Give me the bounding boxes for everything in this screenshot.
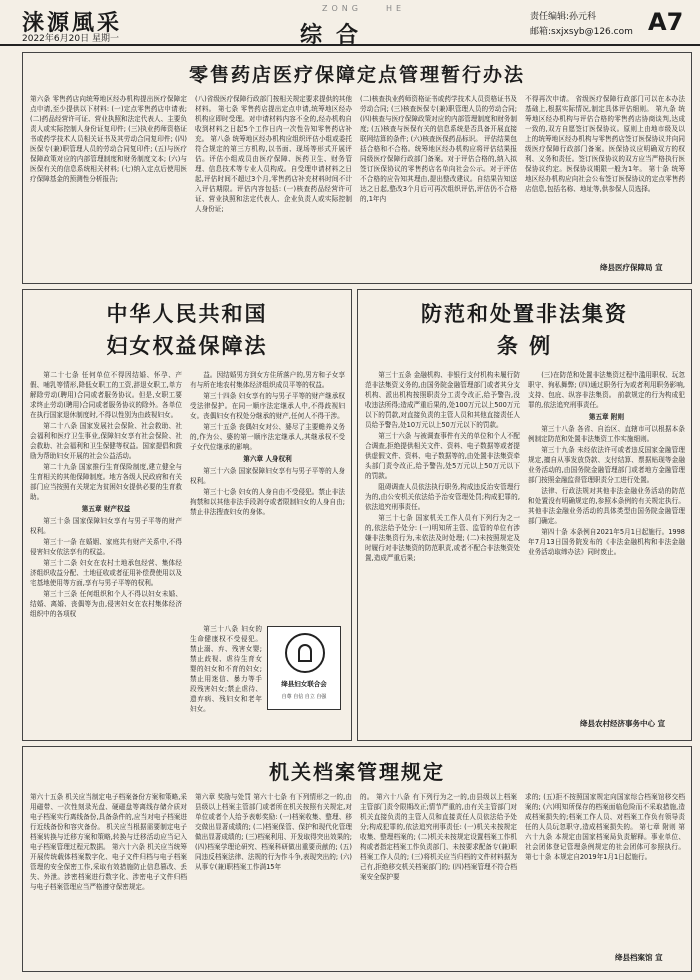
- section-en: ZONG HE: [322, 4, 406, 13]
- article-archives-col-2: 第六章 奖励与处罚 第六十七条 有下列情形之一的,由县级以上档案主管部门或者所在机关按照有关规定,对单位或者个人给予表彰奖励: (一)档案收集、整理、移交做出显著成绩的; (二)档案保管、保护和现代化管理做出显著成绩的; (三)档案利用、开发取得突出效果的; (四)档案学理论研究、档案科研做出重要贡献的; (五)同违反档案法律、法规的行为作斗争,表现突出的; (六)从事专(兼)职档案工作满15年: [195, 793, 352, 871]
- masthead-logo: 涞源風采: [22, 10, 123, 36]
- article-archives-col-4: 求的; (五)拒不按照国家规定向国家综合档案馆移交档案的; (六)明知所保存的档案面临危险而不采取措施,造成档案损失的;档案工作人员、对档案工作负有领导责任的人员玩忽职守,造成档案损失的。 第七章 附则 第六十九条 本规定由国家档案局负责解释。事业单位、社会团体登记管理条例规定的社会团体可参照执行。 第七十条 本规定自2019年1月1日起施行。: [525, 793, 685, 861]
- editor-info: 责任编辑:孙元科 邮箱:sxjxsyb@126.com: [530, 12, 633, 37]
- article-pharmacy-col-2: (八)省级医疗保障行政部门按相关规定要求提供的其他材料。 第七条 零售药店提出定点申请,统筹地区经办机构应即时受理。对申请材料内容不全的,经办机构自收到材料之日起5个工作日内一次性告知零售药店补充。 第八条 统筹地区经办机构应组织评估小组或委托符合规定的第三方机构,以书面、现场等形式开展评估。评估小组成员由医疗保障、医药卫生、财务管理、信息技术等专业人员构成。自受理申请材料之日起,评估时间不超过3个月,零售药店补充材料时间不计入评估期限。评估内容包括: (一)核查药品经营许可证、营业执照和法定代表人、企业负责人或实际控制人身份证;: [195, 95, 352, 213]
- article-illegal-fundraising-col-2: (三)在防范和处置非法集资过程中滥用职权、玩忽职守、徇私舞弊; (四)通过职务行为或者利用职务影响,支持、包庇、纵容非法集资。 前款规定的行为构成犯罪的,依法追究刑事责任。 第五章 附则 第三十八条 各省、自治区、直辖市可以根据本条例制定防范和处置非法集资工作实施细则。 第三十九条 未经依法许可或者违反国家金融管理规定,擅自从事发放贷款、支付结算、票据贴现等金融业务活动的,由国务院金融管理部门或者地方金融管理部门按照金融监督管理职责分工进行处置。 法律、行政法规对其他非法金融业务活动的防范和处置没有明确规定的,参照本条例的有关规定执行。其他非法金融业务活动的具体类型由国务院金融管理部门确定。 第四十条 本条例自2021年5月1日起施行。1998年7月13日国务院发布的《非法金融机构和非法金融业务活动取缔办法》同时废止。: [528, 371, 685, 556]
- women-federation-emblem-icon: [285, 633, 325, 673]
- article-illegal-fundraising-col-1: 第三十五条 金融机构、非银行支付机构未履行防范非法集资义务的,由国务院金融管理部门或者其分支机构、派出机构按照职责分工责令改正,给予警告,没收违法所得;造成严重后果的,处100万元以上500万元以下的罚款,对直接负责的主管人员和其他直接责任人员给予警告,处10万元以上50万元以下的罚款。 第三十六条 与被调查事件有关的单位和个人不配合调查,拒绝提供相关文件、资料、电子数据等或者提供虚假文件、资料、电子数据等的,由处置非法集资牵头部门责令改正,给予警告,处5万元以上50万元以下的罚款。 阻碍调查人员依法执行职务,构成违反治安管理行为的,由公安机关依法给予治安管理处罚;构成犯罪的,依法追究刑事责任。 第三十七条 国家机关工作人员有下列行为之一的,依法给予处分: (一)明知所主管、监管的单位有涉嫌非法集资行为,未依法及时处理; (二)未按照规定及时履行对非法集资的防范职责,或者不配合非法集资处置,造成严重后果;: [365, 371, 520, 562]
- article-archives-col-3: 的。 第六十八条 有下列行为之一的,由县级以上档案主管部门责令限期改正;情节严重的,由有关主管部门对机关直接负责的主管人员和直接责任人员依法给予处分;构成犯罪的,依法追究刑事责任: (一)机关未按规定收集、整理档案的; (二)机关未按规定设置档案工作机构或者指定档案工作负责部门、未按要求配备专(兼)职档案工作人员的; (三)将机关应当归档的文件材料据为己有,拒绝移交机关档案部门的; (四)档案管理不符合档案安全保护要: [360, 793, 517, 881]
- article-archives-signature: 绛县档案馆 宣: [615, 953, 663, 962]
- article-pharmacy-col-3: (二)核查执业药师资格证书或药学技术人员资格证书及劳动合同; (三)核查医保专(兼)职管理人员的劳动合同; (四)核查与医疗保障政策对应的内部管理制度和财务制度; (五)核查与医保有关的信息系统是否具备开展直接联网结算的条件; (六)核查医保药品标识。 评估结果包括合格和不合格。统筹地区经办机构应将评估结果报同级医疗保障行政部门备案。对于评估合格的,纳入拟签订医保协议的零售药店名单向社会公示。对于评估不合格的应告知其理由,提出整改建议。自结果告知送达之日起,整改3个月后可再次组织评估,评估仍不合格的,1年内: [360, 95, 517, 203]
- section-title: 综合: [300, 22, 373, 48]
- article-pharmacy-title: 零售药店医疗保障定点管理暂行办法: [188, 64, 525, 86]
- article-women-rights-col-2a: 益。因结婚男方到女方住所落户的,男方和子女享有与所在地农村集体经济组织成员平等的权益。 第三十四条 妇女享有的与男子平等的财产继承权受法律保护。在同一顺序法定继承人中,不得歧视妇女。丧偶妇女有权处分继承的财产,任何人不得干涉。 第三十五条 丧偶妇女对公、婆尽了主要赡养义务的,作为公、婆的第一顺序法定继承人,其继承权不受子女代位继承的影响。 第六章 人身权利 第三十六条 国家保障妇女享有与男子平等的人身权利。 第三十七条 妇女的人身自由不受侵犯。禁止非法拘禁和以其他非法手段剥夺或者限制妇女的人身自由;禁止非法搜查妇女的身体。: [190, 371, 345, 516]
- article-pharmacy-col-4: 不得再次申请。 省级医疗保障行政部门可以在本办法基础上,根据实际情况,制定具体评估细则。 第九条 统筹地区经办机构与评估合格的零售药店协商谈判,达成一致的,双方自愿签订医保协议。原则上由地市级及以上的统筹地区经办机构与零售药店签订医保协议并向同级医疗保障行政部门备案。医保协议应明确双方的权利、义务和责任。签订医保协议的双方应当严格执行医保协议约定。医保协议期限一般为1年。 第十条 统筹地区经办机构应向社会公布签订医保协议的定点零售药店信息,包括名称、地址等,供参保人员选择。: [525, 95, 685, 193]
- issue-date: 2022年6月20日 星期一: [22, 34, 119, 44]
- page-number: A7: [648, 8, 684, 36]
- article-illegal-fundraising-title: 防范和处置非法集资 条 例: [421, 301, 628, 358]
- article-pharmacy-signature: 绛县医疗保障局 宣: [600, 263, 663, 272]
- women-federation-logo: 绛县妇女联合会 自尊 自信 自立 自强: [267, 626, 341, 710]
- article-women-rights-col-2b: 第三十八条 妇女的生命健康权不受侵犯。禁止溺、弃、残害女婴;禁止歧视、虐待生育女婴的妇女和不育的妇女;禁止用迷信、暴力等手段残害妇女;禁止虐待、遗弃病、残妇女和老年妇女。: [190, 625, 262, 713]
- article-pharmacy-col-1: 第六条 零售药店向统筹地区经办机构提出医疗保障定点申请,至少提供以下材料: (一)定点零售药店申请表; (二)药品经营许可证、营业执照和法定代表人、主要负责人或实际控制人身份证复印件; (三)执业药师资格证书或药学技术人员相关证书及其劳动合同复印件; (四)医保专(兼)职管理人员的劳动合同复印件; (五)与医疗保障政策对应的内部管理制度和财务制度文本; (六)与医保有关的信息系统相关材料; (七)纳入定点后使用医疗保障基金的预测性分析报告;: [30, 95, 187, 183]
- article-illegal-fundraising-signature: 绛县农村经济事务中心 宣: [580, 719, 666, 728]
- article-women-rights-col-1: 第二十七条 任何单位不得因结婚、怀孕、产假、哺乳等情形,降低女职工的工资,辞退女职工,单方解除劳动(聘用)合同或者服务协议。但是,女职工要求终止劳动(聘用)合同或者服务协议的除外。各单位在执行国家退休制度时,不得以性别为由歧视妇女。 第二十八条 国家发展社会保险、社会救助、社会福利和医疗卫生事业,保障妇女享有社会保险、社会救助、社会福利和卫生保健等权益。国家提倡和鼓励为帮助妇女开展的社会公益活动。 第二十九条 国家推行生育保险制度,建立健全与生育相关的其他保障制度。地方各级人民政府和有关部门应当按照有关规定为贫困妇女提供必要的生育救助。 第五章 财产权益 第三十条 国家保障妇女享有与男子平等的财产权利。 第三十一条 在婚姻、家庭共有财产关系中,不得侵害妇女依法享有的权益。 第三十二条 妇女在农村土地承包经营、集体经济组织收益分配、土地征收或者征用补偿费使用以及宅基地使用等方面,享有与男子平等的权利。 第三十三条 任何组织和个人不得以妇女未婚、结婚、离婚、丧偶等为由,侵害妇女在农村集体经济组织中的各项权: [30, 371, 182, 618]
- article-archives-title: 机关档案管理规定: [269, 760, 445, 784]
- masthead: [0, 0, 700, 46]
- article-women-rights-title: 中华人民共和国 妇女权益保障法: [106, 301, 268, 358]
- article-archives-col-1: 第六十五条 机关应当制定电子档案备份方案和策略,采用磁带、一次性刻录光盘、硬磁盘等离线存储介质对电子档案实行离线备份,具备条件的,应当对电子档案进行近线备份和容灾备份。 机关应当根据需要制定电子档案转换与迁移方案和策略,转换与迁移活动应当记入电子档案管理过程元数据。 第六十六条 机关应当统筹开展传统载体档案数字化、电子文件归档与电子档案管理的安全保密工作,采取有效措施防止信息篡改、丢失、外泄。涉密档案进行数字化、涉密电子文件归档与电子档案管理应当严格遵守保密规定。: [30, 793, 187, 891]
